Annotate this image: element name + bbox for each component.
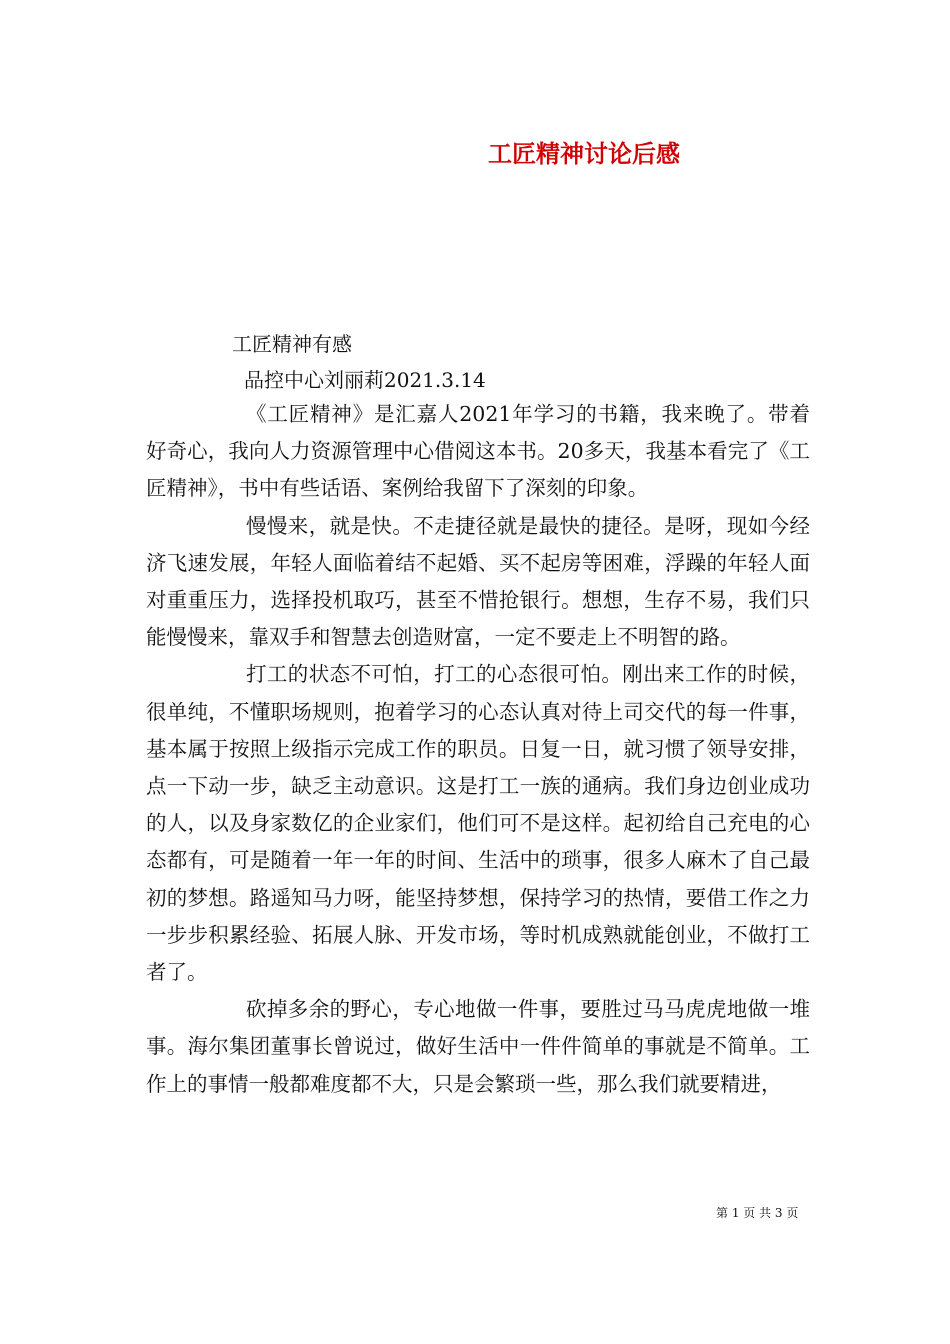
document-title: 工匠精神讨论后感 [488,140,680,168]
essay-subtitle: 工匠精神有感 [232,332,352,356]
page-number: 第 1 页 共 3 页 [716,1206,799,1220]
body-text [146,396,810,1103]
paragraph: 慢慢来，就是快。不走捷径就是最快的捷径。是呀，现如今经济飞速发展，年轻人面临着结不起婚、买不起房等困难，浮躁的年轻人面对重重压力，选择投机取巧，甚至不惜抢银行。想想，生存不易，我们只能慢慢来，靠双手和智慧去创造财富，一定不要走上不明智的路。 [146,513,810,650]
paragraph: 打工的状态不可怕，打工的心态很可怕。刚出来工作的时候，很单纯，不懂职场规则，抱着学习的心态认真对待上司交代的每一件事，基本属于按照上级指示完成工作的职员。日复一日，就习惯了领导安排，点一下动一步，缺乏主动意识。这是打工一族的通病。我们身边创业成功的人，以及身家数亿的企业家们，他们可不是这样。起初给自己充电的心态都有，可是随着一年一年的时间、生活中的琐事，很多人麻木了自己最初的梦想。路遥知马力呀，能坚持梦想，保持学习的热情，要借工作之力一步步积累经验、拓展人脉、开发市场，等时机成熟就能创业，不做打工者了。 [146,662,810,985]
author-line: 品控中心刘丽莉2021.3.14 [244,368,486,392]
paragraph: 砍掉多余的野心，专心地做一件事，要胜过马马虎虎地做一堆事。海尔集团董事长曾说过，做好生活中一件件简单的事就是不简单。工作上的事情一般都难度都不大，只是会繁琐一些，那么我们就要精进， [146,997,810,1096]
paragraph: 《工匠精神》是汇嘉人2021年学习的书籍，我来晚了。带着好奇心，我向人力资源管理中心借阅这本书。20多天，我基本看完了《工匠精神》，书中有些话语、案例给我留下了深刻的印象。 [146,402,810,501]
